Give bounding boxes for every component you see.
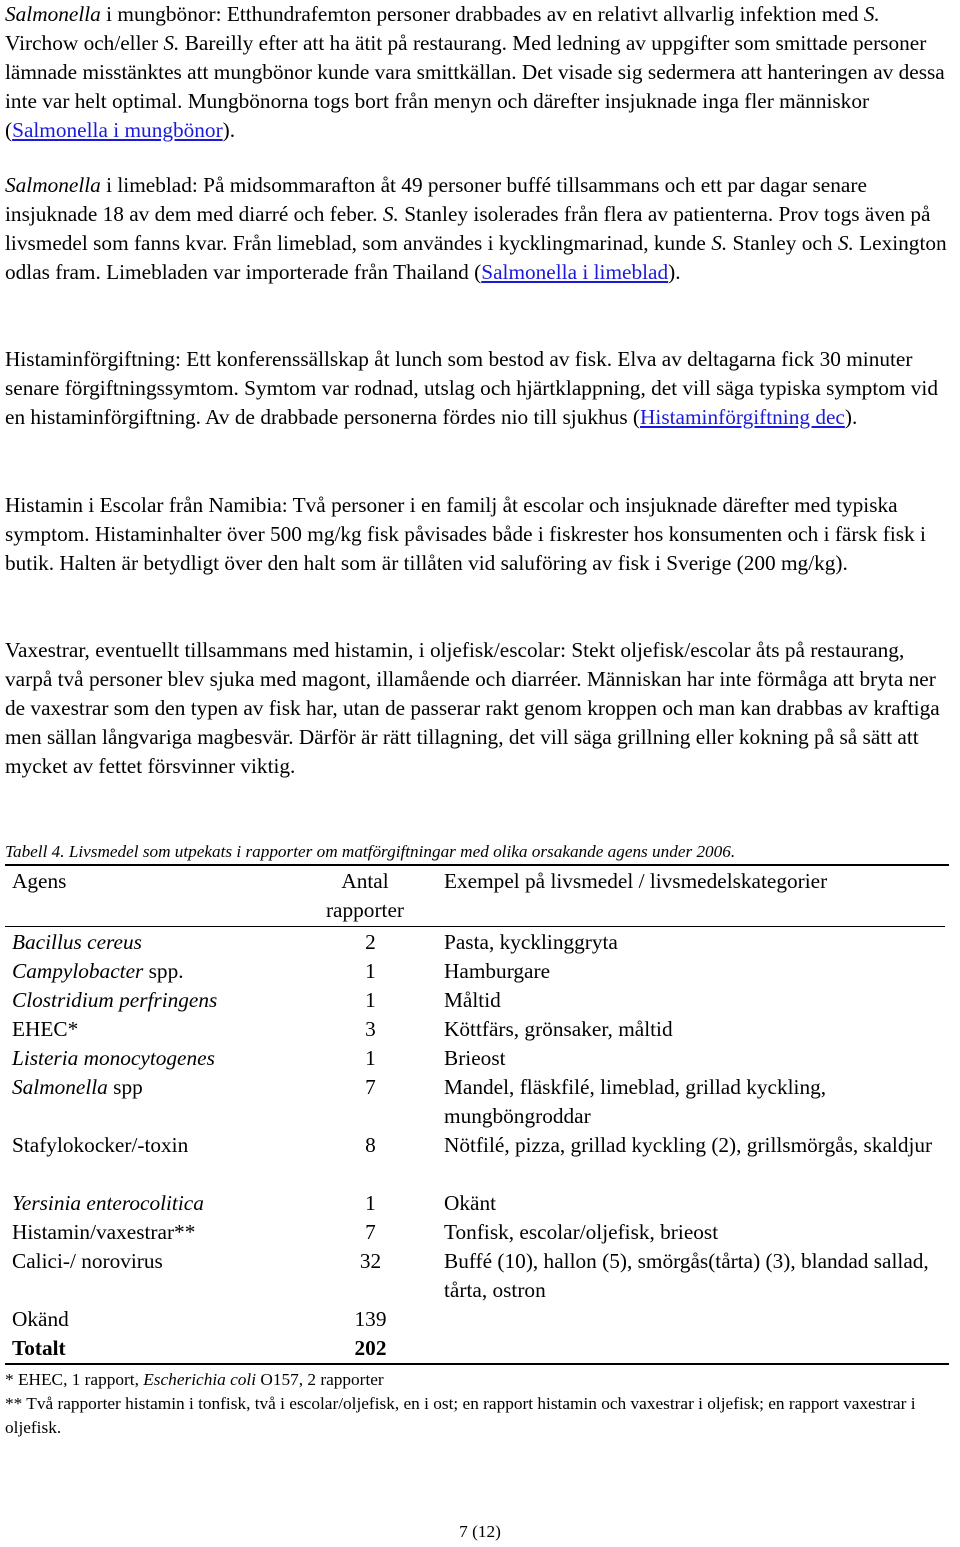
italic-text: S. xyxy=(863,2,880,26)
document-link[interactable]: Histaminförgiftning dec xyxy=(640,405,845,429)
paragraph-histaminforgiftning xyxy=(5,345,955,432)
italic-text: Escherichia coli xyxy=(143,1370,257,1389)
cell-antal: 3 xyxy=(365,1017,376,1041)
cell-antal: 1 xyxy=(365,959,376,983)
text-run: Stanley och xyxy=(727,231,838,255)
italic-text: S. xyxy=(711,231,728,255)
cell-antal: 1 xyxy=(365,1046,376,1070)
paragraph-salmonella-limeblad xyxy=(5,171,955,287)
agens-name: Okänd xyxy=(12,1307,69,1331)
cell-antal: 7 xyxy=(365,1075,376,1099)
cell-exempel: Tonfisk, escolar/oljefisk, brieost xyxy=(444,1220,719,1244)
cell-exempel: Pasta, kycklinggryta xyxy=(444,930,618,954)
page-number: 7 (12) xyxy=(459,1522,501,1541)
cell-antal: 7 xyxy=(365,1220,376,1244)
table-header-rule xyxy=(5,926,945,927)
agens-name: Clostridium perfringens xyxy=(12,988,218,1012)
agens-name: Listeria monocytogenes xyxy=(12,1046,215,1070)
text-run: Vaxestrar, eventuellt tillsammans med histamin, i oljefisk/escolar: Stekt oljefisk/escolar åts på restaurang, varpå två personer blev sjuka med magont, illamående och diarréer. Människan har inte förmåga att bryta ner de vaxestrar som den typen av fisk har, utan de passerar rakt genom kroppen och man kan drabbas av kraftiga men sällan långvariga magbesvär. Därför är rätt tillagning, det vill säga grillning eller kokning på så sätt att mycket av fettet försvinner viktig. xyxy=(5,638,940,778)
text-run: ). xyxy=(222,118,236,142)
cell-agens xyxy=(12,1044,215,1073)
table-caption: Tabell 4. Livsmedel som utpekats i rapporter om matförgiftningar med olika orsakande agens under 2006. xyxy=(5,842,736,861)
cell-agens xyxy=(12,1218,195,1247)
cell-exempel: Mandel, fläskfilé, limeblad, grillad kyckling, mungböngroddar xyxy=(444,1075,827,1128)
cell-antal: 2 xyxy=(365,930,376,954)
agens-name: Yersinia enterocolitica xyxy=(12,1191,204,1215)
table-header-row xyxy=(5,866,955,924)
agens-name: Histamin/vaxestrar** xyxy=(12,1220,196,1244)
cell-antal: 8 xyxy=(365,1133,376,1157)
text-run: Lexington odlas fram. Limebladen var importerade från Thailand ( xyxy=(5,231,947,284)
cell-agens xyxy=(12,986,217,1015)
agens-name: EHEC* xyxy=(12,1017,79,1041)
agens-name: Salmonella xyxy=(12,1075,108,1099)
cell-antal: 202 xyxy=(354,1336,387,1360)
text-run: * EHEC, 1 rapport, xyxy=(5,1370,144,1389)
text-run: i mungbönor: Etthundrafemton personer drabbades av en relativt allvarlig infektion med xyxy=(100,2,864,26)
cell-agens xyxy=(12,1189,204,1218)
footnote-histamin xyxy=(5,1392,955,1440)
cell-antal: 1 xyxy=(365,988,376,1012)
agens-suffix: spp xyxy=(107,1075,143,1099)
agens-name: Stafylokocker/-toxin xyxy=(12,1133,189,1157)
text-run: Bareilly efter att ha ätit på restaurang. Med ledning av uppgifter som smittade personer lämnade misstänktes att mungbönor kunde vara smittkällan. Det visade sig sedermera att hanteringen av dessa inte var helt optimal. Mungbönorna togs bort från menyn och därefter insjuknade inga fler människor ( xyxy=(5,31,945,142)
cell-agens xyxy=(12,1334,66,1363)
cell-exempel: Buffé (10), hallon (5), smörgås(tårta) (3), blandad sallad, tårta, ostron xyxy=(444,1249,929,1302)
cell-exempel: Brieost xyxy=(444,1046,506,1070)
text-run: i limeblad: På midsommarafton åt 49 personer buffé tillsammans och ett par dagar senare insjuknade 18 av dem med diarré och feber. xyxy=(5,173,867,226)
header-agens: Agens xyxy=(12,869,67,893)
agens-name: Calici-/ norovirus xyxy=(12,1249,163,1273)
header-antal: Antal rapporter xyxy=(325,869,405,922)
text-run: Virchow och/eller xyxy=(5,31,164,55)
cell-antal: 32 xyxy=(359,1249,382,1273)
cell-agens xyxy=(12,957,184,986)
cell-agens xyxy=(12,1131,188,1160)
agens-name: Totalt xyxy=(12,1336,66,1360)
cell-antal: 139 xyxy=(354,1307,387,1331)
paragraph-salmonella-mungbonor xyxy=(5,0,955,145)
paragraph-histamin-escolar xyxy=(5,491,955,578)
document-link[interactable]: Salmonella i limeblad xyxy=(481,260,669,284)
agens-suffix: spp. xyxy=(143,959,184,983)
italic-text: S. xyxy=(382,202,399,226)
text-run: Stanley isolerades från flera av patienterna. Prov togs även på livsmedel som fanns kvar. Från limeblad, som användes i kycklingmarinad, kunde xyxy=(5,202,931,255)
cell-exempel: Hamburgare xyxy=(444,959,551,983)
cell-agens xyxy=(12,1305,69,1334)
header-exempel: Exempel på livsmedel / livsmedelskategorier xyxy=(444,869,828,893)
cell-antal: 1 xyxy=(365,1191,376,1215)
italic-text: Salmonella xyxy=(5,173,101,197)
cell-exempel: Måltid xyxy=(444,988,501,1012)
cell-agens xyxy=(12,1015,78,1044)
footnote-ehec xyxy=(5,1368,955,1392)
table-bottom-rule xyxy=(5,1363,949,1365)
cell-exempel: Köttfärs, grönsaker, måltid xyxy=(444,1017,673,1041)
agens-name: Bacillus cereus xyxy=(12,930,142,954)
text-run: O157, 2 rapporter xyxy=(256,1370,384,1389)
text-run: ** Två rapporter histamin i tonfisk, två i escolar/oljefisk, en i ost; en rapport histamin och vaxestrar i oljefisk; en rapport vaxestrar i oljefisk. xyxy=(5,1394,916,1437)
cell-exempel: Okänt xyxy=(444,1191,497,1215)
italic-text: S. xyxy=(163,31,180,55)
cell-agens xyxy=(12,1073,143,1102)
text-run: Histamin i Escolar från Namibia: Två personer i en familj åt escolar och insjuknade därefter med typiska symptom. Histaminhalter över 500 mg/kg fisk påvisades både i fiskrester hos konsumenten och i färsk fisk i butik. Halten är betydligt över den halt som är tillåten vid saluföring av fisk i Sverige (200 mg/kg). xyxy=(5,493,926,575)
italic-text: Salmonella xyxy=(5,2,101,26)
document-link[interactable]: Salmonella i mungbönor xyxy=(12,118,223,142)
italic-text: S. xyxy=(837,231,854,255)
cell-agens xyxy=(12,928,142,957)
agens-name: Campylobacter xyxy=(12,959,144,983)
cell-agens xyxy=(12,1247,163,1276)
text-run: ). xyxy=(668,260,681,284)
text-run: ). xyxy=(844,405,858,429)
cell-exempel: Nötfilé, pizza, grillad kyckling (2), grillsmörgås, skaldjur xyxy=(444,1133,933,1157)
text-run: Histaminförgiftning: Ett konferenssällskap åt lunch som bestod av fisk. Elva av deltagarna fick 30 minuter senare förgiftningssymtom. Symtom var rodnad, utslag och hjärtklappning, det vill säga typiska symptom vid en histaminförgiftning. Av de drabbade personerna fördes nio till sjukhus ( xyxy=(5,347,938,429)
paragraph-vaxestrar xyxy=(5,636,955,781)
